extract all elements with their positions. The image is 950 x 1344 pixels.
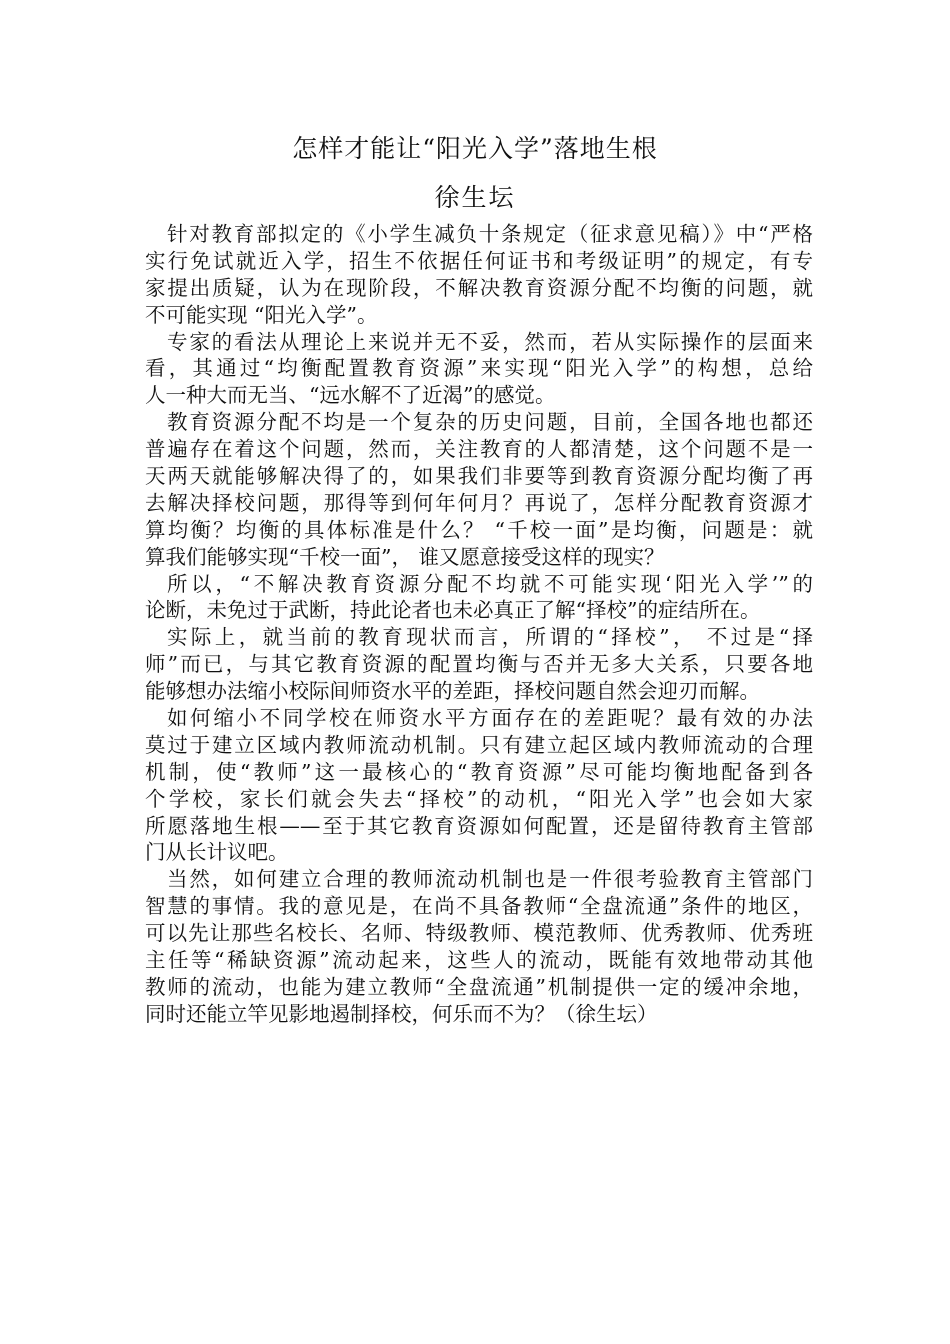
paragraph-line: 门从长计议吧。	[145, 840, 289, 865]
paragraph-line: 算我们能够实现“千校一面”， 谁又愿意接受这样的现实？	[145, 544, 665, 569]
paragraph-line: 同时还能立竿见影地遏制择校，何乐而不为？（徐生坛）	[145, 1001, 658, 1026]
paragraph-line: 教师的流动，也能为建立教师“全盘流通”机制提供一定的缓冲余地，	[145, 974, 813, 999]
paragraph-line: 如何缩小不同学校在师资水平方面存在的差距呢？最有效的办法	[167, 706, 813, 731]
paragraph	[145, 329, 813, 410]
paragraph-line: 能够想办法缩小校际间师资水平的差距，择校问题自然会迎刃而解。	[145, 679, 760, 704]
paragraph-line: 专家的看法从理论上来说并无不妥，然而，若从实际操作的层面来	[167, 329, 813, 354]
paragraph-line: 机制，使“教师”这一最核心的“教育资源”尽可能均衡地配备到各	[145, 759, 813, 784]
paragraph	[145, 624, 813, 705]
paragraph-line: 莫过于建立区域内教师流动机制。只有建立起区域内教师流动的合理	[145, 732, 813, 757]
paragraph-line: 实际上，就当前的教育现状而言，所谓的“择校”， 不过是“择	[167, 625, 813, 650]
paragraph-line: 论断，未免过于武断，持此论者也未必真正了解“择校”的症结所在。	[145, 598, 761, 623]
paragraph-line: 主任等“稀缺资源”流动起来，这些人的流动，既能有效地带动其他	[145, 948, 813, 973]
paragraph-line: 不可能实现 “阳光入学”。	[145, 302, 378, 327]
paragraph-line: 所以，“不解决教育资源分配不均就不可能实现‘阳光入学’”的	[167, 571, 813, 596]
paragraph-line: 教育资源分配不均是一个复杂的历史问题，目前，全国各地也都还	[167, 410, 813, 435]
paragraph-line: 实行免试就近入学，招生不依据任何证书和考级证明”的规定，有专	[145, 248, 813, 273]
paragraph-line: 个学校，家长们就会失去“择校”的动机，“阳光入学”也会如大家	[145, 786, 813, 811]
paragraph	[145, 221, 813, 329]
paragraph-line: 看，其通过“均衡配置教育资源”来实现“阳光入学”的构想，总给	[145, 356, 813, 381]
paragraph-line: 算均衡？均衡的具体标准是什么？ “千校一面”是均衡，问题是：就	[145, 517, 813, 542]
document-title: 怎样才能让“阳光入学”落地生根	[292, 134, 658, 163]
paragraph	[145, 409, 813, 570]
document-body	[145, 221, 813, 1028]
paragraph	[145, 571, 813, 625]
paragraph	[145, 705, 813, 866]
paragraph-line: 可以先让那些名校长、名师、特级教师、模范教师、优秀教师、优秀班	[145, 921, 813, 946]
paragraph-line: 针对教育部拟定的《小学生减负十条规定（征求意见稿）》中“严格	[167, 222, 813, 246]
paragraph-line: 普遍存在着这个问题，然而，关注教育的人都清楚，这个问题不是一	[145, 437, 813, 462]
paragraph-line: 家提出质疑，认为在现阶段，不解决教育资源分配不均衡的问题，就	[145, 275, 813, 300]
paragraph-line: 人一种大而无当、“远水解不了近渴”的感觉。	[145, 383, 556, 408]
paragraph-line: 天两天就能够解决得了的，如果我们非要等到教育资源分配均衡了再	[145, 464, 813, 489]
paragraph-line: 当然，如何建立合理的教师流动机制也是一件很考验教育主管部门	[167, 867, 813, 892]
paragraph-line: 智慧的事情。我的意见是，在尚不具备教师“全盘流通”条件的地区，	[145, 894, 813, 919]
paragraph-line: 去解决择校问题，那得等到何年何月？再说了，怎样分配教育资源才	[145, 490, 813, 515]
paragraph-line: 师”而已，与其它教育资源的配置均衡与否并无多大关系，只要各地	[145, 652, 813, 677]
paragraph-line: 所愿落地生根——至于其它教育资源如何配置，还是留待教育主管部	[145, 813, 813, 838]
document-author: 徐生坛	[434, 183, 516, 212]
paragraph	[145, 866, 813, 1027]
